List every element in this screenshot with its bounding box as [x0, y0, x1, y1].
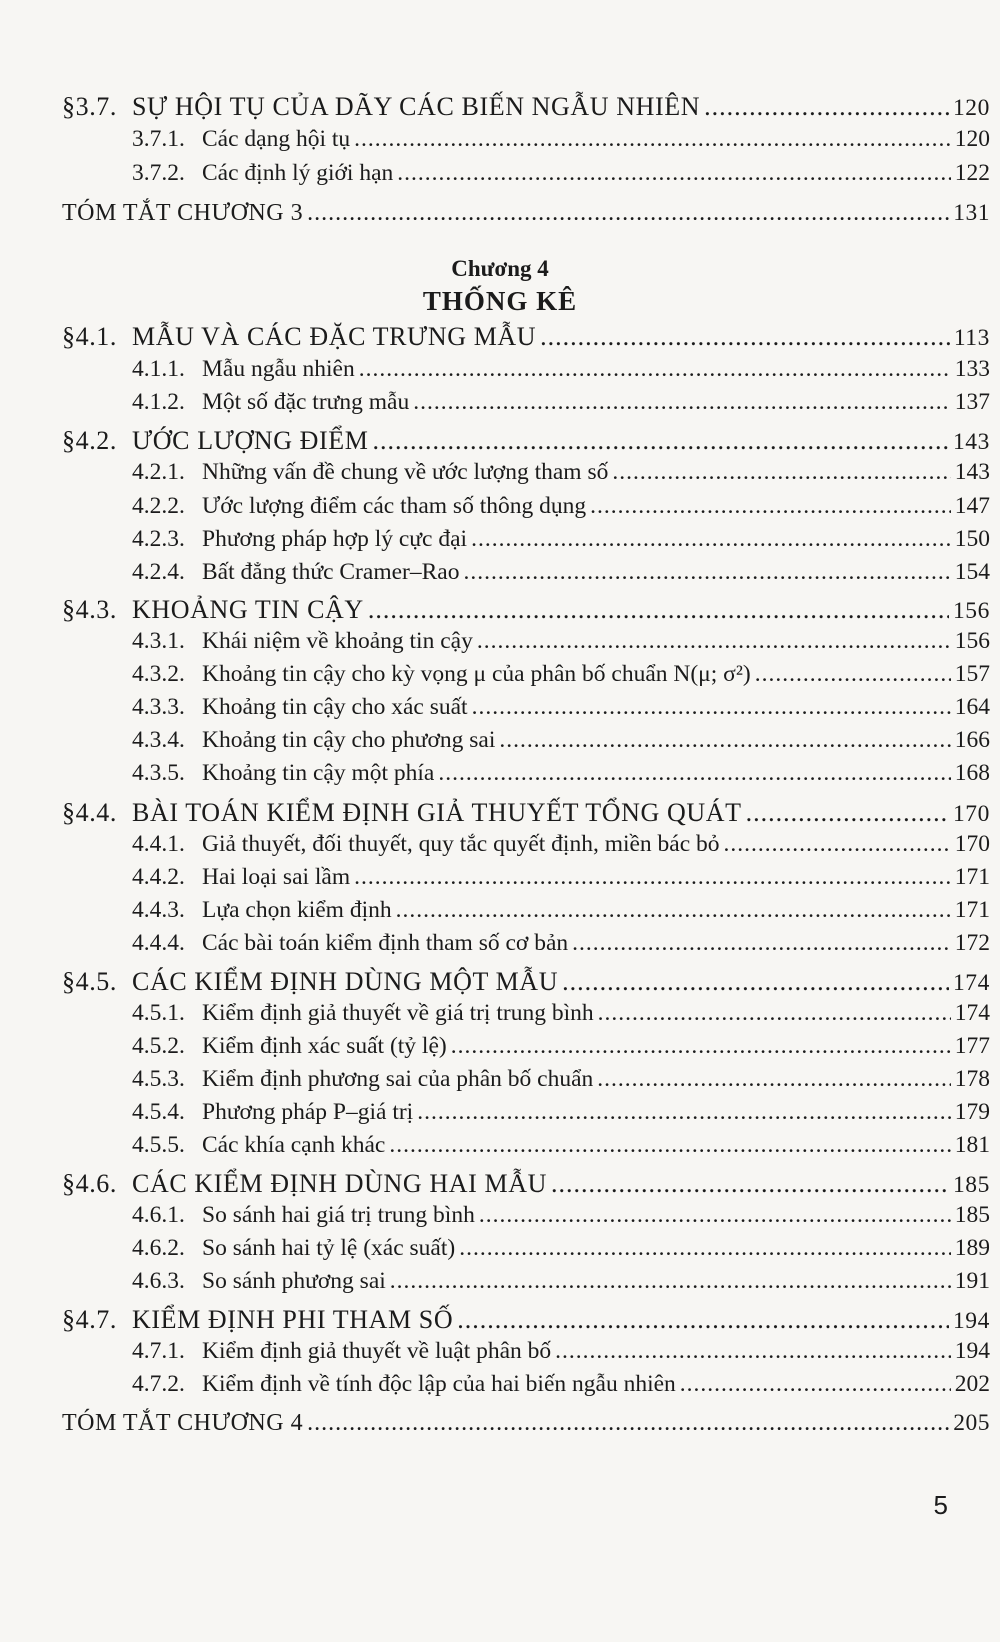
- toc-subsection: [62, 459, 990, 486]
- toc-entry-page: 150: [954, 526, 990, 552]
- toc-subsection: [62, 1371, 990, 1398]
- toc-entry-label: [62, 798, 742, 828]
- toc-summary: [62, 1410, 990, 1437]
- toc-section: [62, 92, 990, 122]
- toc-entry-label: [132, 559, 459, 586]
- toc-entry-number: 4.1.2.: [132, 389, 185, 415]
- toc-entry-label: [62, 426, 369, 456]
- dot-leader: [307, 1410, 949, 1437]
- toc-subsection: [62, 760, 990, 787]
- toc-entry-label: [62, 92, 700, 122]
- toc-subsection: [62, 694, 990, 721]
- toc-entry-title: CÁC KIỂM ĐỊNH DÙNG HAI MẪU: [132, 1169, 547, 1198]
- toc-subsection: [62, 628, 990, 655]
- toc-entry-title: Kiểm định xác suất (tỷ lệ): [202, 1033, 447, 1059]
- toc-entry-label: [132, 1033, 447, 1060]
- toc-entry-label: [132, 694, 468, 721]
- toc-entry-title: MẪU VÀ CÁC ĐẶC TRƯNG MẪU: [132, 322, 537, 351]
- toc-subsection: [62, 1000, 990, 1027]
- toc-entry-title: So sánh hai giá trị trung bình: [202, 1202, 475, 1228]
- dot-leader: [397, 160, 950, 187]
- dot-leader: [359, 356, 951, 383]
- toc-entry-number: 4.4.1.: [132, 831, 185, 857]
- toc-entry-title: BÀI TOÁN KIỂM ĐỊNH GIẢ THUYẾT TỔNG QUÁT: [132, 798, 742, 827]
- toc-entry-number: 4.2.4.: [132, 559, 185, 585]
- toc-entry-number: §4.7.: [62, 1305, 117, 1334]
- dot-leader: [389, 1132, 950, 1159]
- page-number: 5: [933, 1490, 948, 1520]
- dot-leader: [438, 760, 950, 787]
- toc-section: [62, 595, 990, 625]
- toc-subsection: [62, 1066, 990, 1093]
- toc-entry-page: 154: [954, 559, 990, 585]
- toc-entry-number: 4.7.2.: [132, 1371, 185, 1397]
- toc-section: [62, 1305, 990, 1335]
- dot-leader: [390, 1268, 951, 1295]
- toc-entry-number: 4.4.3.: [132, 897, 185, 923]
- dot-leader: [463, 559, 950, 586]
- toc-entry-label: [62, 1410, 303, 1437]
- toc-entry-title: Kiểm định giả thuyết về giá trị trung bình: [202, 1000, 594, 1026]
- toc-entry-title: KHOẢNG TIN CẬY: [132, 595, 364, 624]
- toc-entry-page: 179: [954, 1099, 990, 1125]
- dot-leader: [396, 897, 951, 924]
- toc-entry-page: 137: [954, 389, 990, 415]
- toc-entry-number: 4.2.1.: [132, 459, 185, 485]
- toc-entry-title: ƯỚC LƯỢNG ĐIỂM: [132, 426, 369, 455]
- toc-entry-page: 172: [954, 930, 990, 956]
- toc-entry-page: 178: [954, 1066, 990, 1092]
- toc-entry-page: 174: [954, 1000, 990, 1026]
- toc-entry-title: TÓM TẮT CHƯƠNG 4: [62, 1410, 304, 1436]
- toc-entry-title: Một số đặc trưng mẫu: [202, 389, 410, 415]
- toc-entry-title: So sánh hai tỷ lệ (xác suất): [202, 1235, 456, 1261]
- toc-entry-number: §3.7.: [62, 92, 117, 121]
- toc-entry-number: §4.1.: [62, 322, 117, 351]
- toc-entry-title: Ước lượng điểm các tham số thông dụng: [202, 493, 587, 519]
- toc-subsection: [62, 930, 990, 957]
- toc-entry-label: [132, 1338, 551, 1365]
- toc-entry-number: §4.6.: [62, 1169, 117, 1198]
- toc-entry-title: Phương pháp hợp lý cực đại: [202, 526, 468, 552]
- toc-entry-number: 4.2.3.: [132, 526, 185, 552]
- toc-subsection: [62, 356, 990, 383]
- toc-entry-page: 205: [953, 1410, 990, 1436]
- toc-entry-label: [132, 1268, 386, 1295]
- dot-leader: [704, 92, 949, 122]
- toc-entry-number: 4.5.4.: [132, 1099, 185, 1125]
- toc-entry-title: Khoảng tin cậy cho kỳ vọng μ của phân bố chuẩn N(μ; σ²): [202, 661, 751, 687]
- chapter-label: Chương 4: [451, 256, 549, 281]
- toc-subsection: [62, 727, 990, 754]
- toc-entry-page: 194: [954, 1338, 990, 1364]
- toc-entry-label: [62, 1169, 547, 1199]
- toc-entry-number: 4.5.3.: [132, 1066, 185, 1092]
- dot-leader: [598, 1000, 951, 1027]
- toc-entry-label: [132, 628, 473, 655]
- dot-leader: [373, 426, 949, 456]
- toc-entry-label: [132, 160, 393, 187]
- toc-entry-label: [132, 459, 608, 486]
- dot-leader: [477, 628, 951, 655]
- toc-subsection: [62, 1268, 990, 1295]
- toc-entry-label: [132, 1132, 385, 1159]
- toc-entry-number: §4.4.: [62, 798, 117, 827]
- toc-entry-title: Kiểm định phương sai của phân bố chuẩn: [202, 1066, 594, 1092]
- dot-leader: [307, 200, 949, 227]
- toc-entry-page: 157: [954, 661, 990, 687]
- toc-entry-label: [132, 864, 350, 891]
- dot-leader: [540, 322, 950, 352]
- toc-entry-number: 4.3.3.: [132, 694, 185, 720]
- toc-entry-label: [132, 126, 350, 153]
- dot-leader: [354, 126, 951, 153]
- dot-leader: [612, 459, 950, 486]
- toc-summary: [62, 200, 990, 227]
- dot-leader: [417, 1099, 951, 1126]
- toc-entry-page: 194: [952, 1308, 990, 1334]
- toc-entry-title: Những vấn đề chung về ước lượng tham số: [202, 459, 609, 485]
- toc-subsection: [62, 1235, 990, 1262]
- toc-entry-page: 185: [952, 1172, 990, 1198]
- toc-entry-label: [62, 1305, 453, 1335]
- toc-entry-page: 170: [954, 831, 990, 857]
- toc-entry-page: 164: [954, 694, 990, 720]
- dot-leader: [555, 1338, 951, 1365]
- toc-subsection: [62, 661, 990, 688]
- toc-entry-label: [62, 967, 558, 997]
- toc-entry-title: Khái niệm về khoảng tin cậy: [202, 628, 473, 654]
- toc-entry-page: 120: [954, 126, 990, 152]
- toc-entry-label: [132, 493, 586, 520]
- toc-entry-title: Các khía cạnh khác: [202, 1132, 386, 1158]
- dot-leader: [413, 389, 951, 416]
- toc-entry-page: 147: [954, 493, 990, 519]
- toc-entry-title: Giả thuyết, đối thuyết, quy tắc quyết định, miền bác bỏ: [202, 831, 720, 857]
- toc-subsection: [62, 526, 990, 553]
- dot-leader: [459, 1235, 951, 1262]
- toc-entry-label: [132, 1202, 475, 1229]
- toc-entry-page: 171: [954, 864, 990, 890]
- toc-entry-number: 4.3.4.: [132, 727, 185, 753]
- toc-entry-page: 174: [952, 970, 990, 996]
- toc-entry-title: Các bài toán kiểm định tham số cơ bản: [202, 930, 569, 956]
- dot-leader: [472, 694, 951, 721]
- toc-entry-page: 191: [954, 1268, 990, 1294]
- toc-entry-page: 177: [954, 1033, 990, 1059]
- dot-leader: [755, 661, 951, 688]
- toc-entry-number: 4.6.3.: [132, 1268, 185, 1294]
- dot-leader: [597, 1066, 950, 1093]
- toc-entry-title: Khoảng tin cậy cho phương sai: [202, 727, 496, 753]
- toc-entry-title: Phương pháp P–giá trị: [202, 1099, 414, 1125]
- toc-section: [62, 1169, 990, 1199]
- toc-entry-page: 120: [952, 95, 990, 121]
- toc-entry-title: Các định lý giới hạn: [202, 160, 394, 186]
- toc-entry-page: 122: [954, 160, 990, 186]
- toc-entry-page: 171: [954, 897, 990, 923]
- dot-leader: [471, 526, 951, 553]
- toc-entry-page: 202: [954, 1371, 990, 1397]
- toc-entry-number: 4.5.5.: [132, 1132, 185, 1158]
- toc-subsection: [62, 126, 990, 153]
- toc-subsection: [62, 831, 990, 858]
- dot-leader: [551, 1169, 949, 1199]
- toc-section: [62, 322, 990, 352]
- toc-subsection: [62, 1338, 990, 1365]
- toc-entry-title: SỰ HỘI TỤ CỦA DÃY CÁC BIẾN NGẪU NHIÊN: [132, 92, 701, 121]
- dot-leader: [457, 1305, 949, 1335]
- toc-entry-title: Khoảng tin cậy một phía: [202, 760, 435, 786]
- toc-entry-number: 4.2.2.: [132, 493, 185, 519]
- toc-entry-title: Bất đẳng thức Cramer–Rao: [202, 559, 460, 585]
- toc-section: [62, 426, 990, 456]
- dot-leader: [479, 1202, 951, 1229]
- toc-entry-title: Lựa chọn kiểm định: [202, 897, 392, 923]
- toc-entry-title: Mẫu ngẫu nhiên: [202, 356, 355, 382]
- toc-entry-number: 4.5.1.: [132, 1000, 185, 1026]
- toc-entry-number: 4.5.2.: [132, 1033, 185, 1059]
- toc-entry-title: So sánh phương sai: [202, 1268, 386, 1294]
- toc-entry-label: [132, 1066, 593, 1093]
- toc-entry-page: 181: [954, 1132, 990, 1158]
- dot-leader: [746, 798, 949, 828]
- chapter-title: THỐNG KÊ: [422, 286, 578, 316]
- toc-entry-page: 156: [952, 598, 990, 624]
- toc-subsection: [62, 1033, 990, 1060]
- toc-entry-label: [62, 322, 536, 352]
- toc-subsection: [62, 389, 990, 416]
- toc-subsection: [62, 160, 990, 187]
- toc-entry-number: 4.3.1.: [132, 628, 185, 654]
- toc-entry-label: [132, 661, 751, 688]
- toc-entry-label: [62, 595, 364, 625]
- toc-entry-number: §4.5.: [62, 967, 117, 996]
- toc-entry-page: 156: [954, 628, 990, 654]
- toc-entry-label: [132, 1235, 455, 1262]
- dot-leader: [451, 1033, 951, 1060]
- toc-entry-number: 4.6.2.: [132, 1235, 185, 1261]
- toc-entry-number: §4.2.: [62, 426, 117, 455]
- toc-entry-title: Khoảng tin cậy cho xác suất: [202, 694, 468, 720]
- toc-subsection: [62, 1202, 990, 1229]
- toc-entry-page: 143: [954, 459, 990, 485]
- toc-entry-number: 4.4.4.: [132, 930, 185, 956]
- toc-entry-number: 4.6.1.: [132, 1202, 185, 1228]
- toc-subsection: [62, 559, 990, 586]
- toc-entry-label: [132, 356, 355, 383]
- toc-entry-number: 3.7.2.: [132, 160, 185, 186]
- toc-entry-label: [132, 897, 392, 924]
- toc-entry-page: 166: [954, 727, 990, 753]
- toc-entry-title: Các dạng hội tụ: [202, 126, 351, 152]
- toc-entry-number: §4.3.: [62, 595, 117, 624]
- toc-entry-number: 4.1.1.: [132, 356, 185, 382]
- dot-leader: [368, 595, 949, 625]
- toc-entry-number: 4.3.5.: [132, 760, 185, 786]
- toc-entry-page: 168: [954, 760, 990, 786]
- toc-entry-page: 113: [953, 325, 990, 351]
- toc-entry-number: 4.3.2.: [132, 661, 185, 687]
- toc-entry-label: [132, 831, 720, 858]
- toc-entry-label: [132, 526, 467, 553]
- toc-entry-title: CÁC KIỂM ĐỊNH DÙNG MỘT MẪU: [132, 967, 559, 996]
- toc-entry-title: Hai loại sai lầm: [202, 864, 351, 890]
- toc-entry-label: [132, 389, 409, 416]
- toc-entry-page: 189: [954, 1235, 990, 1261]
- toc-subsection: [62, 493, 990, 520]
- toc-entry-label: [132, 930, 568, 957]
- toc-subsection: [62, 1099, 990, 1126]
- dot-leader: [572, 930, 951, 957]
- toc-entry-title: Kiểm định về tính độc lập của hai biến ngẫu nhiên: [202, 1371, 676, 1397]
- toc-entry-label: [132, 727, 495, 754]
- toc-subsection: [62, 897, 990, 924]
- toc-entry-label: [132, 760, 434, 787]
- dot-leader: [354, 864, 951, 891]
- toc-entry-title: TÓM TẮT CHƯƠNG 3: [62, 200, 304, 226]
- toc-entry-page: 185: [954, 1202, 990, 1228]
- toc-section: [62, 798, 990, 828]
- toc-entry-title: Kiểm định giả thuyết về luật phân bố: [202, 1338, 552, 1364]
- toc-subsection: [62, 1132, 990, 1159]
- dot-leader: [724, 831, 951, 858]
- dot-leader: [680, 1371, 951, 1398]
- toc-subsection: [62, 864, 990, 891]
- toc-entry-label: [132, 1371, 676, 1398]
- dot-leader: [562, 967, 949, 997]
- toc-entry-label: [132, 1099, 413, 1126]
- toc-section: [62, 967, 990, 997]
- toc-entry-number: 4.7.1.: [132, 1338, 185, 1364]
- toc-entry-label: [62, 200, 303, 227]
- toc-entry-page: 133: [954, 356, 990, 382]
- dot-leader: [499, 727, 950, 754]
- toc-entry-page: 170: [952, 801, 990, 827]
- toc-entry-label: [132, 1000, 594, 1027]
- toc-entry-number: 4.4.2.: [132, 864, 185, 890]
- toc-entry-number: 3.7.1.: [132, 126, 185, 152]
- dot-leader: [590, 493, 951, 520]
- toc-entry-title: KIỂM ĐỊNH PHI THAM SỐ: [132, 1305, 454, 1334]
- toc-entry-page: 143: [952, 429, 990, 455]
- toc-entry-page: 131: [953, 200, 990, 226]
